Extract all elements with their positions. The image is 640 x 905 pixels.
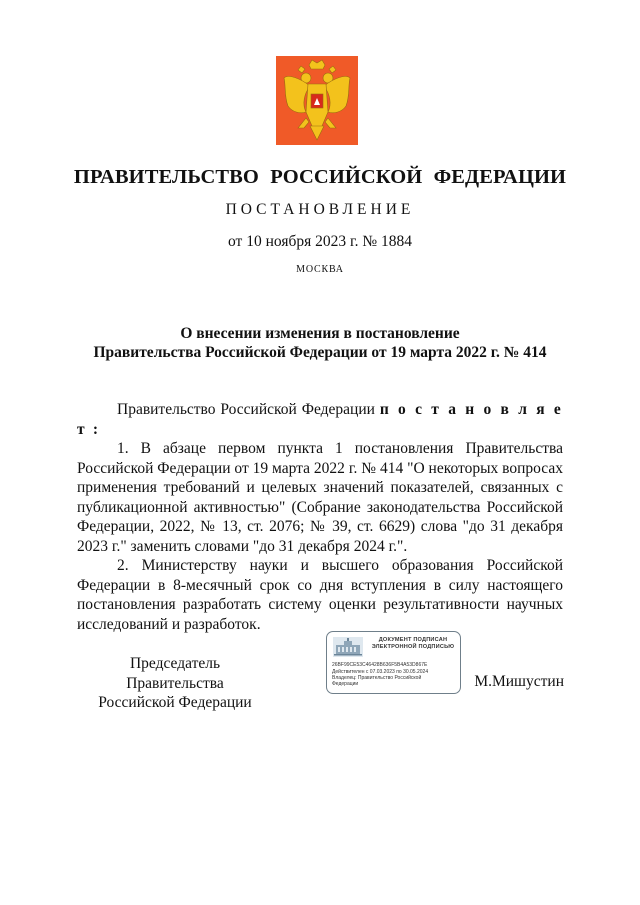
subject-line-1: О внесении изменения в постановление [180, 325, 460, 342]
stamp-title-line-2: ЭЛЕКТРОННОЙ ПОДПИСЬЮ [371, 644, 455, 650]
signer-name: М.Мишустин [474, 673, 564, 690]
intro-paragraph [77, 400, 563, 439]
document-date: от 10 ноября 2023 г. № 1884 [228, 233, 412, 250]
signer-position-line-2: Российской Федерации [98, 694, 252, 711]
electronic-signature-stamp [326, 631, 461, 694]
stamp-certificate: 26BF99CE53C46428B636F5B4A53D867E [332, 662, 428, 668]
signer-position-line-1: Председатель Правительства [126, 655, 224, 692]
document-type: ПОСТАНОВЛЕНИЕ [225, 201, 415, 218]
government-building-icon [333, 637, 363, 657]
stamp-owner-line-1: Владелец: Правительство Российской [332, 675, 422, 681]
document-city: МОСКВА [296, 264, 344, 275]
intro-text: Правительство Российской Федерации [117, 401, 380, 418]
stamp-title-line-1: ДОКУМЕНТ ПОДПИСАН [378, 637, 448, 643]
document-body [77, 400, 563, 634]
stamp-validity: Действителен с 07.03.2023 по 30.05.2024 [332, 669, 429, 675]
signer-position [80, 654, 270, 713]
paragraph-1: 1. В абзаце первом пункта 1 постановления Правительства Российской Федерации от 19 марта 2022 г. № 414 "О некоторых вопросах применения требований и целевых значений показателей, связанных с публикационной активностью" (Собрание законодательства Российской Федерации, 2022, № 13, ст. 2076; № 39, ст. 6629) слова "до 31 декабря 2023 г." заменить словами "до 31 декабря 2024 г.". [77, 440, 563, 555]
government-title: ПРАВИТЕЛЬСТВО РОССИЙСКОЙ ФЕДЕРАЦИИ [73, 166, 567, 188]
subject-line-2: Правительства Российской Федерации от 19 марта 2022 г. № 414 [93, 344, 547, 361]
decree-word: п о с т а н о в л я е т : [77, 401, 563, 438]
stamp-owner-line-2: Федерации [332, 681, 359, 687]
document-subject [0, 324, 640, 362]
stamp-title [367, 637, 459, 651]
paragraph-2: 2. Министерству науки и высшего образования Российской Федерации в 8-месячный срок со дня вступления в силу настоящего постановления разработать систему оценки результативности научных исследований и разработок. [77, 557, 563, 633]
coat-of-arms-icon [276, 56, 358, 145]
